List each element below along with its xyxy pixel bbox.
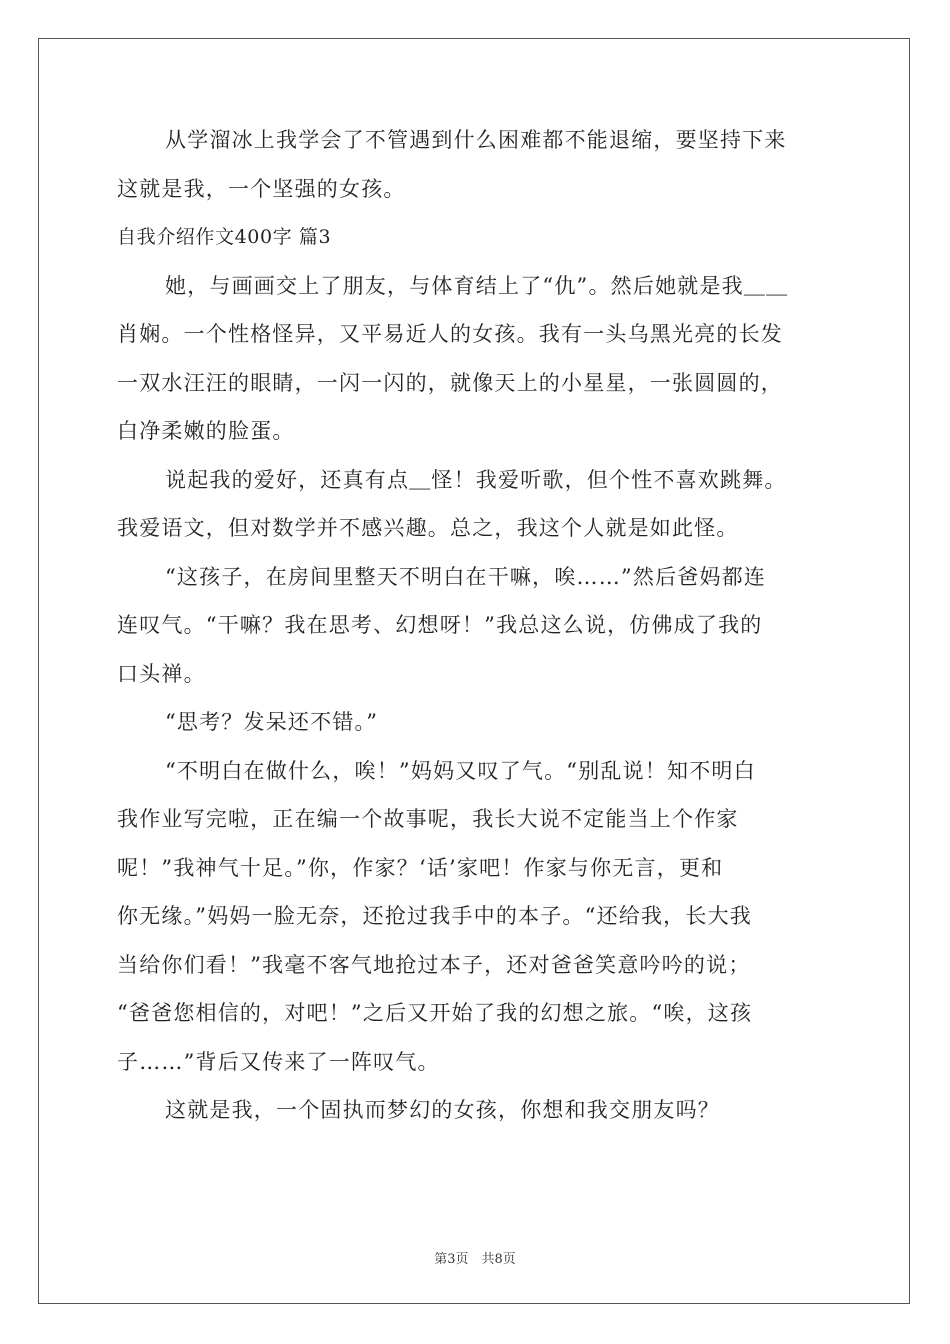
paragraph-line: 从学溜冰上我学会了不管遇到什么困难都不能退缩，要坚持下来	[165, 128, 787, 152]
paragraph-line: 白净柔嫩的脸蛋。	[117, 419, 295, 443]
page-footer: 第3页 共8页	[434, 1252, 516, 1267]
paragraph-line: “思考？发呆还不错。”	[165, 710, 379, 734]
paragraph-line: 呢！”我神气十足。”你，作家？‘话’家吧！作家与你无言，更和	[117, 855, 724, 880]
paragraph-line: 这就是我，一个固执而梦幻的女孩，你想和我交朋友吗？	[165, 1098, 720, 1122]
section-heading: 自我介绍作文400字 篇3	[117, 226, 332, 248]
paragraph-line: 当给你们看！”我毫不客气地抢过本子，还对爸爸笑意吟吟的说；	[117, 952, 751, 977]
paragraph-line: 肖娴。一个性格怪异，又平易近人的女孩。我有一头乌黑光亮的长发	[117, 322, 783, 346]
paragraph-line: “爸爸您相信的，对吧！”之后又开始了我的幻想之旅。“唉，这孩	[117, 1001, 753, 1025]
paragraph-line: “不明白在做什么，唉！”妈妈又叹了气。“别乱说！知不明白	[165, 758, 756, 783]
paragraph-line: 你无缘。”妈妈一脸无奈，还抢过我手中的本子。“还给我，长大我	[117, 904, 752, 928]
document-body	[117, 128, 835, 1147]
paragraph-line: 连叹气。“干嘛？我在思考、幻想呀！”我总这么说，仿佛成了我的	[117, 613, 763, 637]
paragraph-line: 她，与画画交上了朋友，与体育结上了“仇”。然后她就是我＿＿	[165, 273, 789, 298]
paragraph-line: 说起我的爱好，还真有点＿怪！我爱听歌，但个性不喜欢跳舞。	[165, 467, 787, 492]
paragraph-line: 这就是我，一个坚强的女孩。	[117, 176, 406, 201]
paragraph-line: 子……”背后又传来了一阵叹气。	[117, 1049, 440, 1074]
paragraph-line: 一双水汪汪的眼睛，一闪一闪的，就像天上的小星星，一张圆圆的，	[117, 370, 783, 395]
paragraph-line: 我爱语文，但对数学并不感兴趣。总之，我这个人就是如此怪。	[117, 516, 739, 540]
paragraph-line: 我作业写完啦，正在编一个故事呢，我长大说不定能当上个作家	[117, 807, 739, 831]
paragraph-line: “这孩子，在房间里整天不明白在干嘛，唉……”然后爸妈都连	[165, 564, 767, 589]
paragraph-line: 口头禅。	[117, 661, 206, 686]
